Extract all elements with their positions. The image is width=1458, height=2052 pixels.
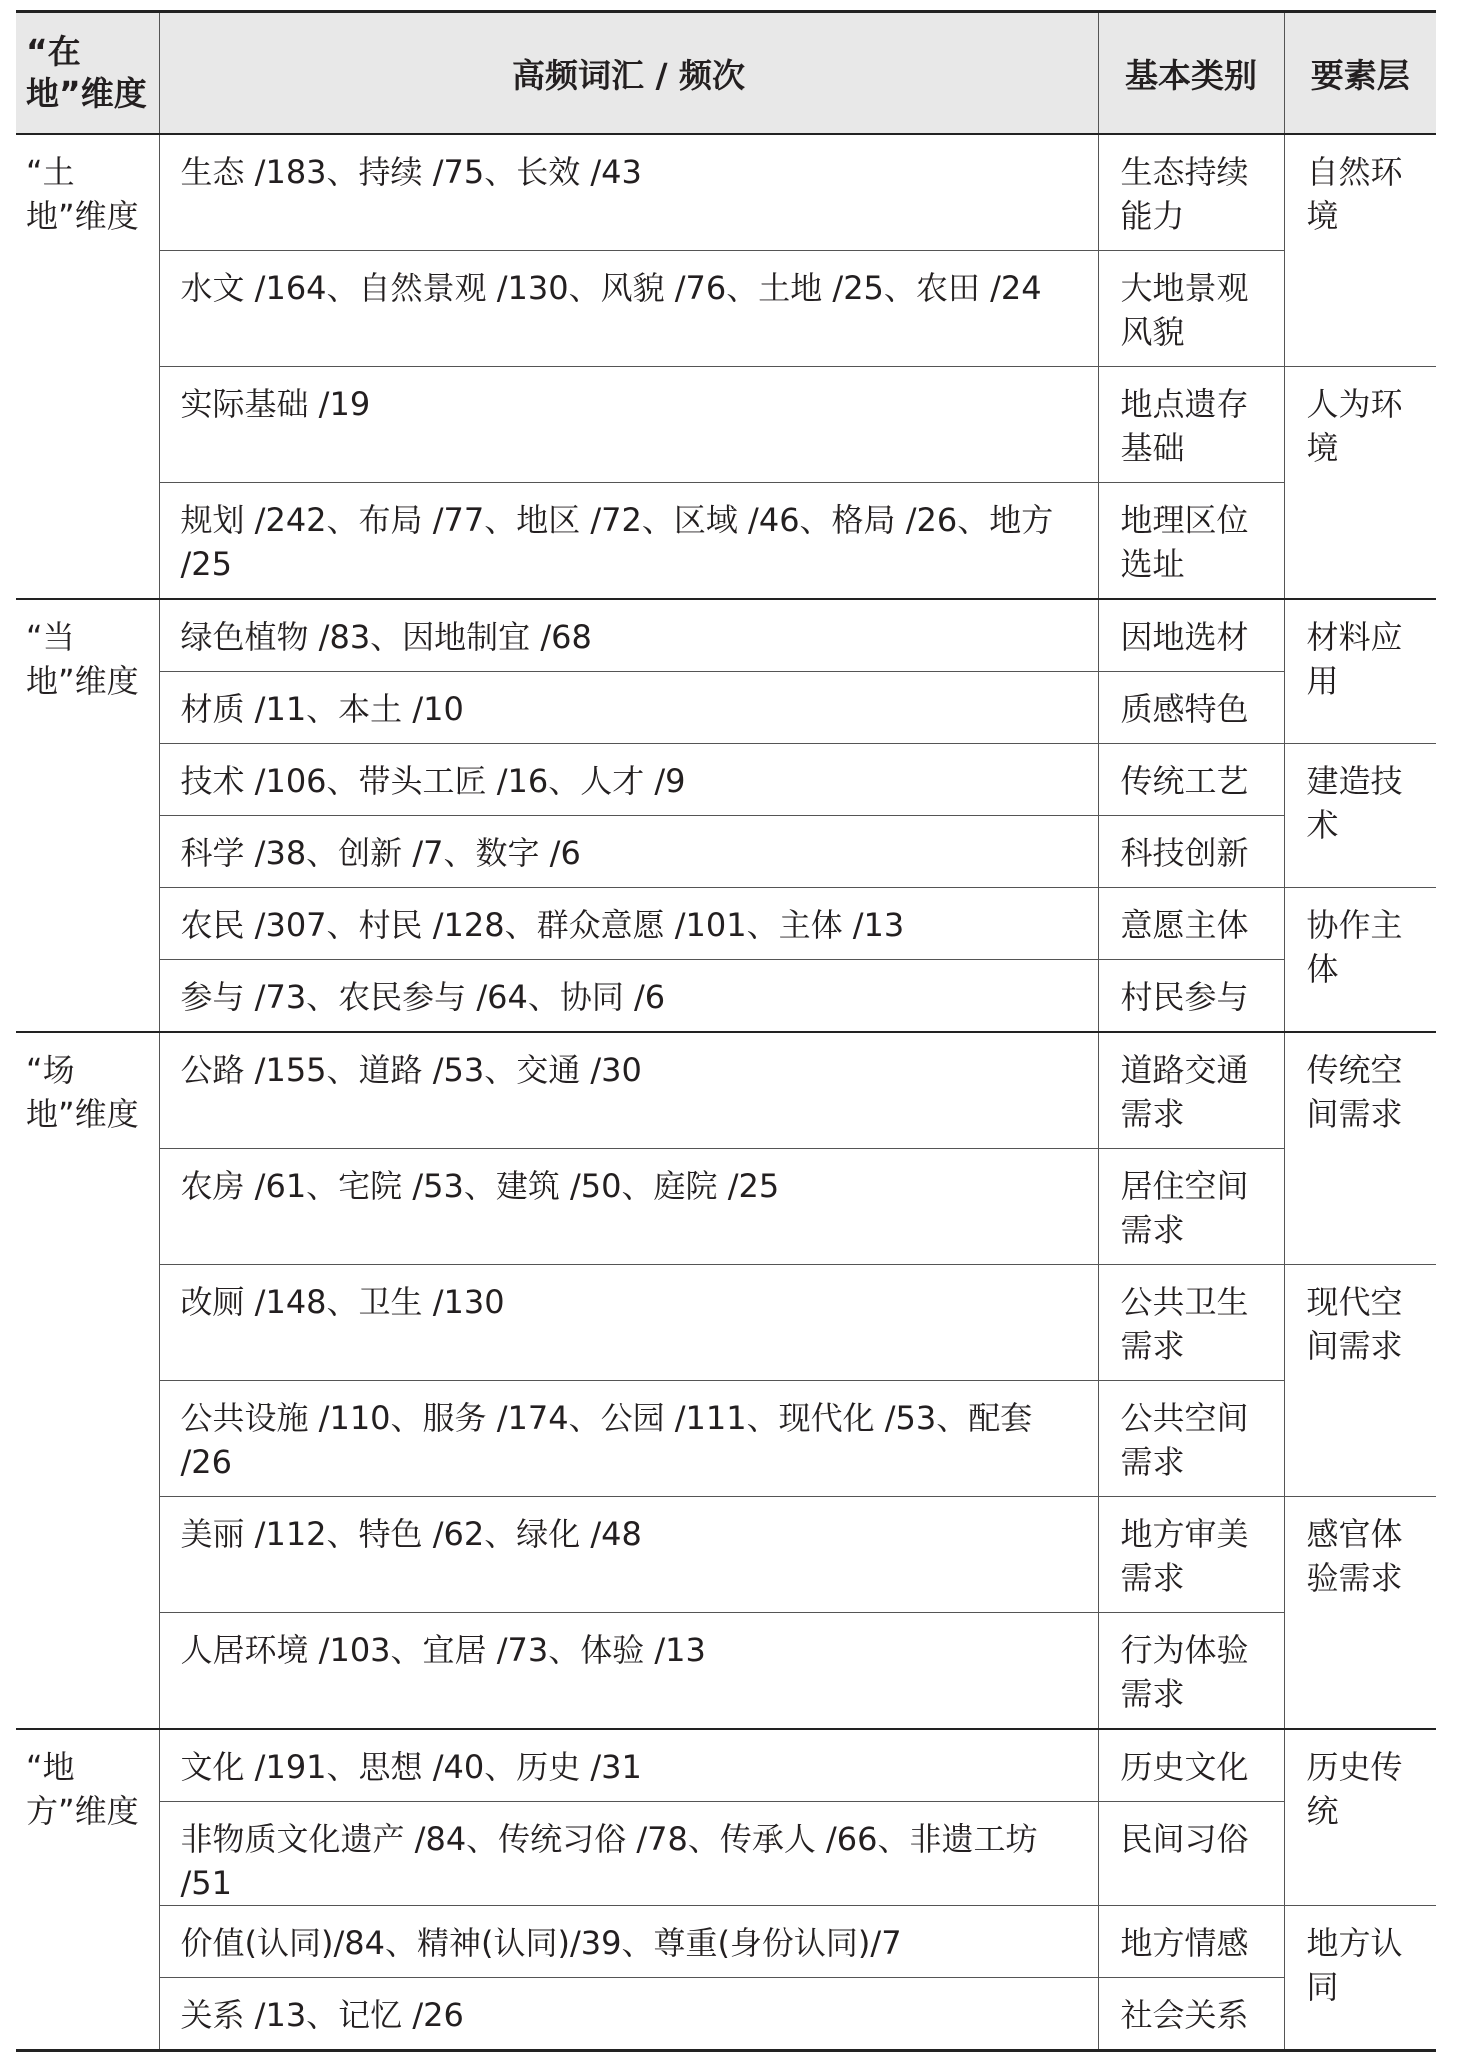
- keywords-cell: 改厕 /148、卫生 /130: [159, 1265, 1098, 1381]
- category-cell: 地方情感: [1098, 1906, 1284, 1978]
- layer-cell: 自然环境: [1284, 134, 1436, 367]
- table-row: [16, 672, 1436, 744]
- dimension-cell: “场地”维度: [16, 1032, 159, 1729]
- table-row: [16, 251, 1436, 367]
- keyword-table: [16, 10, 1436, 2052]
- layer-cell: 材料应用: [1284, 599, 1436, 744]
- category-cell: 居住空间需求: [1098, 1149, 1284, 1265]
- category-cell: 地理区位选址: [1098, 483, 1284, 600]
- keywords-cell: 公共设施 /110、服务 /174、公园 /111、现代化 /53、配套 /26: [159, 1381, 1098, 1497]
- layer-cell: 协作主体: [1284, 888, 1436, 1033]
- category-cell: 民间习俗: [1098, 1802, 1284, 1906]
- keywords-cell: 农民 /307、村民 /128、群众意愿 /101、主体 /13: [159, 888, 1098, 960]
- category-cell: 科技创新: [1098, 816, 1284, 888]
- table-row: [16, 1613, 1436, 1730]
- category-cell: 行为体验需求: [1098, 1613, 1284, 1730]
- category-cell: 公共空间需求: [1098, 1381, 1284, 1497]
- table-row: [16, 134, 1436, 251]
- category-cell: 地方审美需求: [1098, 1497, 1284, 1613]
- table-row: [16, 1978, 1436, 2051]
- category-cell: 地点遗存基础: [1098, 367, 1284, 483]
- keywords-cell: 参与 /73、农民参与 /64、协同 /6: [159, 960, 1098, 1033]
- table-row: [16, 599, 1436, 672]
- table-row: [16, 1381, 1436, 1497]
- dimension-cell: “土地”维度: [16, 134, 159, 599]
- category-cell: 因地选材: [1098, 599, 1284, 672]
- table-row: [16, 1802, 1436, 1906]
- keywords-cell: 农房 /61、宅院 /53、建筑 /50、庭院 /25: [159, 1149, 1098, 1265]
- keywords-cell: 人居环境 /103、宜居 /73、体验 /13: [159, 1613, 1098, 1730]
- keywords-cell: 规划 /242、布局 /77、地区 /72、区域 /46、格局 /26、地方 /25: [159, 483, 1098, 600]
- table-row: [16, 1032, 1436, 1149]
- header-layer: 要素层: [1284, 12, 1436, 135]
- layer-cell: 地方认同: [1284, 1906, 1436, 2051]
- category-cell: 大地景观风貌: [1098, 251, 1284, 367]
- layer-cell: 人为环境: [1284, 367, 1436, 600]
- keywords-cell: 关系 /13、记忆 /26: [159, 1978, 1098, 2051]
- table-row: [16, 744, 1436, 816]
- table-row: [16, 1149, 1436, 1265]
- category-cell: 公共卫生需求: [1098, 1265, 1284, 1381]
- keywords-cell: 水文 /164、自然景观 /130、风貌 /76、土地 /25、农田 /24: [159, 251, 1098, 367]
- keywords-cell: 价值(认同)/84、精神(认同)/39、尊重(身份认同)/7: [159, 1906, 1098, 1978]
- category-cell: 社会关系: [1098, 1978, 1284, 2051]
- layer-cell: 感官体验需求: [1284, 1497, 1436, 1730]
- header-category: 基本类别: [1098, 12, 1284, 135]
- layer-cell: 传统空间需求: [1284, 1032, 1436, 1265]
- header-row: [16, 12, 1436, 135]
- layer-cell: 历史传统: [1284, 1729, 1436, 1906]
- table-row: [16, 367, 1436, 483]
- table-row: [16, 960, 1436, 1033]
- table-row: [16, 816, 1436, 888]
- keywords-cell: 科学 /38、创新 /7、数字 /6: [159, 816, 1098, 888]
- header-dimension: “在地”维度: [16, 12, 159, 135]
- table-row: [16, 1906, 1436, 1978]
- category-cell: 历史文化: [1098, 1729, 1284, 1802]
- keywords-cell: 文化 /191、思想 /40、历史 /31: [159, 1729, 1098, 1802]
- dimension-cell: “当地”维度: [16, 599, 159, 1032]
- category-cell: 意愿主体: [1098, 888, 1284, 960]
- keywords-cell: 实际基础 /19: [159, 367, 1098, 483]
- keywords-cell: 绿色植物 /83、因地制宜 /68: [159, 599, 1098, 672]
- category-cell: 质感特色: [1098, 672, 1284, 744]
- layer-cell: 建造技术: [1284, 744, 1436, 888]
- keywords-cell: 美丽 /112、特色 /62、绿化 /48: [159, 1497, 1098, 1613]
- keywords-cell: 生态 /183、持续 /75、长效 /43: [159, 134, 1098, 251]
- keywords-cell: 公路 /155、道路 /53、交通 /30: [159, 1032, 1098, 1149]
- keywords-cell: 材质 /11、本土 /10: [159, 672, 1098, 744]
- category-cell: 传统工艺: [1098, 744, 1284, 816]
- table-row: [16, 1729, 1436, 1802]
- keywords-cell: 技术 /106、带头工匠 /16、人才 /9: [159, 744, 1098, 816]
- layer-cell: 现代空间需求: [1284, 1265, 1436, 1497]
- dimension-cell: “地方”维度: [16, 1729, 159, 2051]
- category-cell: 道路交通需求: [1098, 1032, 1284, 1149]
- table-row: [16, 1265, 1436, 1381]
- table-row: [16, 888, 1436, 960]
- category-cell: 村民参与: [1098, 960, 1284, 1033]
- header-keywords: 高频词汇 / 频次: [159, 12, 1098, 135]
- table-row: [16, 1497, 1436, 1613]
- table-row: [16, 483, 1436, 600]
- keywords-cell: 非物质文化遗产 /84、传统习俗 /78、传承人 /66、非遗工坊 /51: [159, 1802, 1098, 1906]
- category-cell: 生态持续能力: [1098, 134, 1284, 251]
